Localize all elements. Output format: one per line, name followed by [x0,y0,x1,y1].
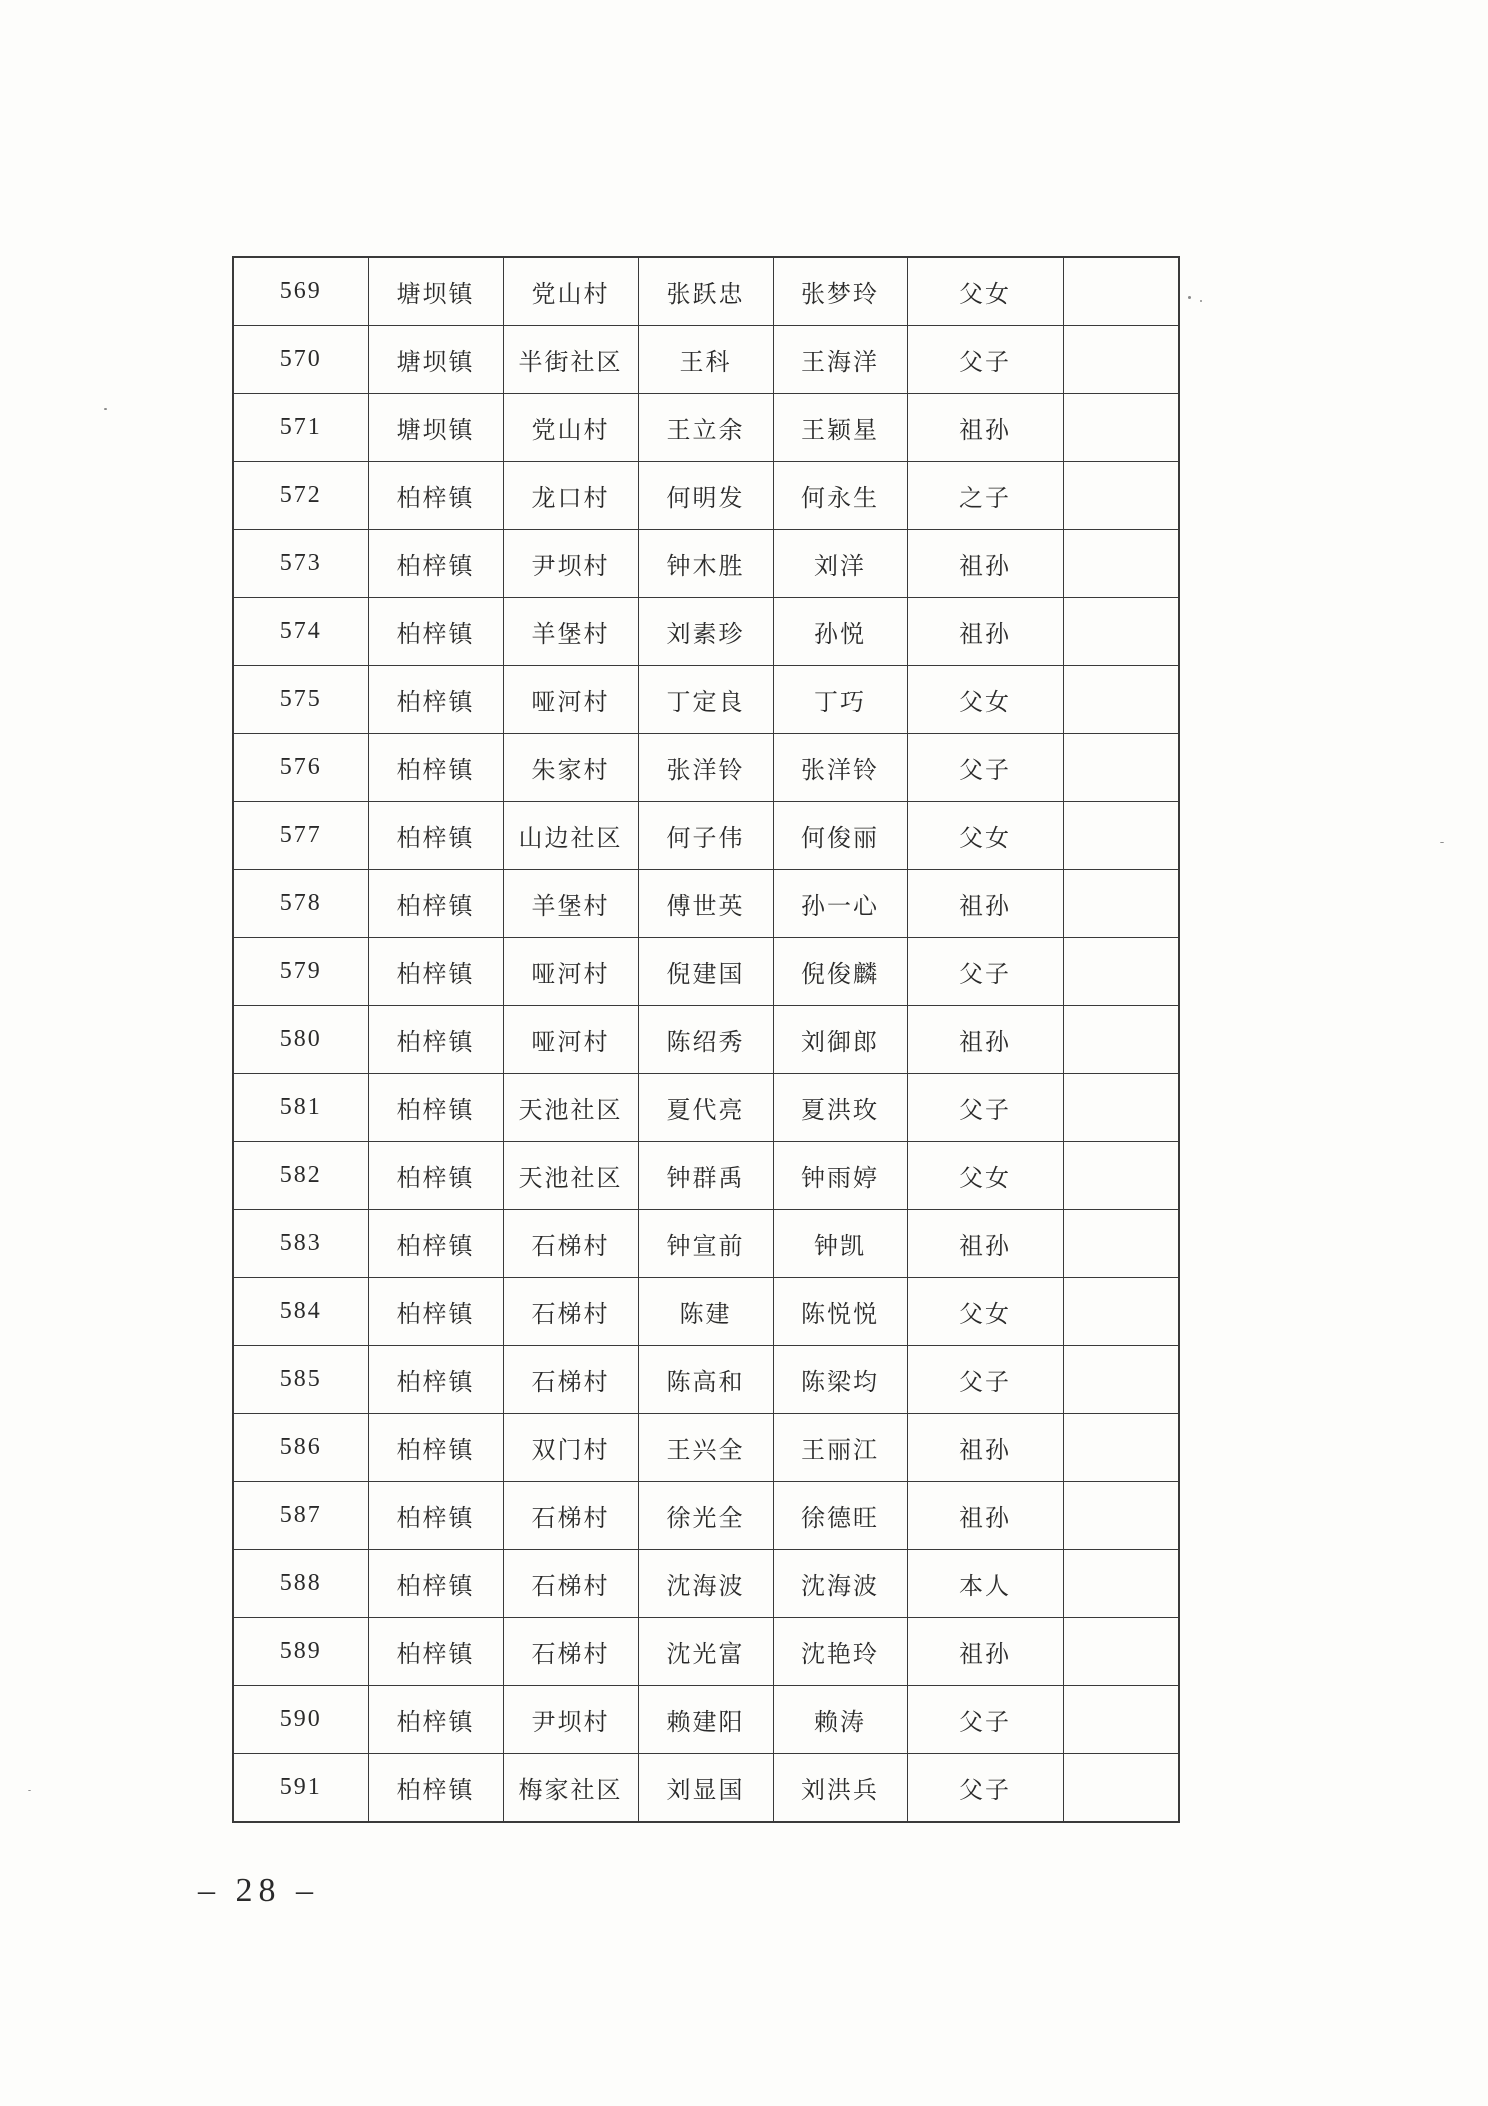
cell-note [1063,1618,1179,1686]
cell-number: 590 [233,1686,368,1754]
cell-relation: 祖孙 [907,530,1063,598]
table-row [233,326,1179,394]
cell-village: 朱家村 [503,734,638,802]
cell-village: 党山村 [503,257,638,326]
cell-number: 570 [233,326,368,394]
cell-relation: 父子 [907,1346,1063,1414]
cell-town: 柏梓镇 [368,1142,503,1210]
cell-relation: 父子 [907,1074,1063,1142]
cell-town: 柏梓镇 [368,1686,503,1754]
cell-number: 573 [233,530,368,598]
cell-applicant: 张跃忠 [638,257,773,326]
cell-town: 塘坝镇 [368,257,503,326]
cell-town: 柏梓镇 [368,1006,503,1074]
cell-relation: 父女 [907,1142,1063,1210]
cell-village: 山边社区 [503,802,638,870]
cell-note [1063,257,1179,326]
table-row [233,1210,1179,1278]
cell-village: 天池社区 [503,1074,638,1142]
cell-town: 柏梓镇 [368,1074,503,1142]
table-row [233,1754,1179,1823]
cell-village: 石梯村 [503,1346,638,1414]
cell-note [1063,1346,1179,1414]
cell-relation: 之子 [907,462,1063,530]
cell-number: 576 [233,734,368,802]
cell-recipient: 王丽江 [773,1414,907,1482]
cell-note [1063,802,1179,870]
cell-number: 584 [233,1278,368,1346]
cell-village: 半街社区 [503,326,638,394]
scan-speck [104,408,107,410]
table-row [233,1346,1179,1414]
cell-note [1063,938,1179,1006]
cell-town: 柏梓镇 [368,1346,503,1414]
cell-applicant: 何子伟 [638,802,773,870]
cell-recipient: 王海洋 [773,326,907,394]
cell-village: 哑河村 [503,666,638,734]
cell-applicant: 赖建阳 [638,1686,773,1754]
cell-town: 柏梓镇 [368,938,503,1006]
cell-number: 586 [233,1414,368,1482]
table-row [233,1550,1179,1618]
table-row [233,802,1179,870]
cell-town: 柏梓镇 [368,1754,503,1823]
cell-village: 石梯村 [503,1550,638,1618]
table-row [233,1414,1179,1482]
table-row [233,938,1179,1006]
cell-number: 581 [233,1074,368,1142]
cell-note [1063,870,1179,938]
cell-relation: 祖孙 [907,1618,1063,1686]
cell-relation: 祖孙 [907,394,1063,462]
cell-recipient: 徐德旺 [773,1482,907,1550]
cell-town: 柏梓镇 [368,598,503,666]
cell-town: 柏梓镇 [368,666,503,734]
roster-table [232,256,1180,1823]
cell-note [1063,530,1179,598]
cell-recipient: 孙一心 [773,870,907,938]
table-row [233,734,1179,802]
cell-applicant: 傅世英 [638,870,773,938]
cell-number: 572 [233,462,368,530]
cell-applicant: 沈光富 [638,1618,773,1686]
cell-note [1063,1142,1179,1210]
cell-applicant: 刘素珍 [638,598,773,666]
table-row [233,257,1179,326]
page-number-dash-left: – [198,1872,221,1909]
cell-village: 党山村 [503,394,638,462]
cell-town: 柏梓镇 [368,802,503,870]
cell-number: 577 [233,802,368,870]
scan-speck [1200,300,1202,302]
cell-town: 塘坝镇 [368,394,503,462]
cell-note [1063,1074,1179,1142]
cell-relation: 父女 [907,802,1063,870]
table-row [233,1618,1179,1686]
cell-village: 尹坝村 [503,1686,638,1754]
cell-relation: 父子 [907,1686,1063,1754]
cell-town: 柏梓镇 [368,530,503,598]
cell-relation: 父子 [907,734,1063,802]
cell-relation: 祖孙 [907,1414,1063,1482]
cell-applicant: 刘显国 [638,1754,773,1823]
cell-note [1063,1278,1179,1346]
table-row [233,666,1179,734]
cell-recipient: 刘洋 [773,530,907,598]
cell-applicant: 陈建 [638,1278,773,1346]
cell-recipient: 何永生 [773,462,907,530]
table-row [233,1142,1179,1210]
cell-relation: 父女 [907,666,1063,734]
cell-number: 575 [233,666,368,734]
cell-relation: 祖孙 [907,1210,1063,1278]
cell-applicant: 钟宣前 [638,1210,773,1278]
cell-village: 哑河村 [503,938,638,1006]
cell-note [1063,1482,1179,1550]
page-number [198,1872,319,1910]
cell-relation: 父女 [907,257,1063,326]
cell-village: 哑河村 [503,1006,638,1074]
cell-recipient: 倪俊麟 [773,938,907,1006]
cell-number: 580 [233,1006,368,1074]
cell-applicant: 张洋铃 [638,734,773,802]
cell-applicant: 沈海波 [638,1550,773,1618]
cell-recipient: 陈梁均 [773,1346,907,1414]
cell-relation: 祖孙 [907,598,1063,666]
cell-relation: 祖孙 [907,1006,1063,1074]
scan-speck [1440,842,1444,843]
cell-recipient: 沈海波 [773,1550,907,1618]
cell-note [1063,1686,1179,1754]
cell-village: 梅家社区 [503,1754,638,1823]
cell-village: 尹坝村 [503,530,638,598]
cell-village: 羊堡村 [503,870,638,938]
page-number-value: 28 [235,1872,282,1909]
cell-note [1063,598,1179,666]
cell-applicant: 徐光全 [638,1482,773,1550]
cell-recipient: 刘洪兵 [773,1754,907,1823]
roster-table-body [233,257,1179,1822]
cell-recipient: 沈艳玲 [773,1618,907,1686]
cell-relation: 父子 [907,326,1063,394]
table-row [233,1006,1179,1074]
cell-town: 柏梓镇 [368,1550,503,1618]
table-row [233,462,1179,530]
cell-applicant: 丁定良 [638,666,773,734]
cell-relation: 父子 [907,1754,1063,1823]
cell-applicant: 王立余 [638,394,773,462]
cell-note [1063,1754,1179,1823]
cell-applicant: 钟木胜 [638,530,773,598]
cell-relation: 祖孙 [907,870,1063,938]
cell-note [1063,666,1179,734]
cell-number: 591 [233,1754,368,1823]
cell-village: 石梯村 [503,1618,638,1686]
page-number-dash-right: – [296,1872,319,1909]
cell-relation: 本人 [907,1550,1063,1618]
cell-recipient: 王颖星 [773,394,907,462]
cell-number: 585 [233,1346,368,1414]
cell-recipient: 张洋铃 [773,734,907,802]
cell-number: 582 [233,1142,368,1210]
cell-village: 龙口村 [503,462,638,530]
table-row [233,870,1179,938]
cell-relation: 祖孙 [907,1482,1063,1550]
scan-speck [28,1790,31,1791]
cell-number: 589 [233,1618,368,1686]
cell-village: 石梯村 [503,1482,638,1550]
cell-recipient: 丁巧 [773,666,907,734]
cell-number: 583 [233,1210,368,1278]
cell-recipient: 夏洪玫 [773,1074,907,1142]
cell-recipient: 张梦玲 [773,257,907,326]
cell-applicant: 倪建国 [638,938,773,1006]
cell-note [1063,1414,1179,1482]
cell-village: 石梯村 [503,1278,638,1346]
table-row [233,1278,1179,1346]
cell-relation: 父子 [907,938,1063,1006]
cell-town: 柏梓镇 [368,1278,503,1346]
table-row [233,394,1179,462]
cell-note [1063,1550,1179,1618]
cell-number: 588 [233,1550,368,1618]
cell-applicant: 王科 [638,326,773,394]
cell-number: 587 [233,1482,368,1550]
cell-town: 柏梓镇 [368,462,503,530]
table-row [233,598,1179,666]
cell-town: 柏梓镇 [368,1210,503,1278]
cell-town: 柏梓镇 [368,734,503,802]
cell-applicant: 何明发 [638,462,773,530]
cell-village: 石梯村 [503,1210,638,1278]
cell-town: 柏梓镇 [368,1414,503,1482]
cell-village: 天池社区 [503,1142,638,1210]
cell-note [1063,1006,1179,1074]
cell-note [1063,394,1179,462]
cell-recipient: 陈悦悦 [773,1278,907,1346]
cell-number: 579 [233,938,368,1006]
cell-town: 塘坝镇 [368,326,503,394]
cell-town: 柏梓镇 [368,1618,503,1686]
table-row [233,1074,1179,1142]
table-row [233,1686,1179,1754]
table-row [233,1482,1179,1550]
scan-speck [1188,296,1191,299]
cell-recipient: 刘御郎 [773,1006,907,1074]
cell-note [1063,326,1179,394]
cell-note [1063,462,1179,530]
cell-number: 578 [233,870,368,938]
cell-number: 574 [233,598,368,666]
cell-number: 569 [233,257,368,326]
cell-number: 571 [233,394,368,462]
cell-village: 羊堡村 [503,598,638,666]
cell-village: 双门村 [503,1414,638,1482]
cell-recipient: 赖涛 [773,1686,907,1754]
cell-town: 柏梓镇 [368,1482,503,1550]
cell-recipient: 孙悦 [773,598,907,666]
cell-recipient: 钟雨婷 [773,1142,907,1210]
cell-applicant: 夏代亮 [638,1074,773,1142]
cell-relation: 父女 [907,1278,1063,1346]
cell-note [1063,1210,1179,1278]
cell-applicant: 陈高和 [638,1346,773,1414]
cell-note [1063,734,1179,802]
cell-town: 柏梓镇 [368,870,503,938]
cell-recipient: 何俊丽 [773,802,907,870]
cell-applicant: 钟群禹 [638,1142,773,1210]
cell-recipient: 钟凯 [773,1210,907,1278]
table-row [233,530,1179,598]
cell-applicant: 王兴全 [638,1414,773,1482]
cell-applicant: 陈绍秀 [638,1006,773,1074]
